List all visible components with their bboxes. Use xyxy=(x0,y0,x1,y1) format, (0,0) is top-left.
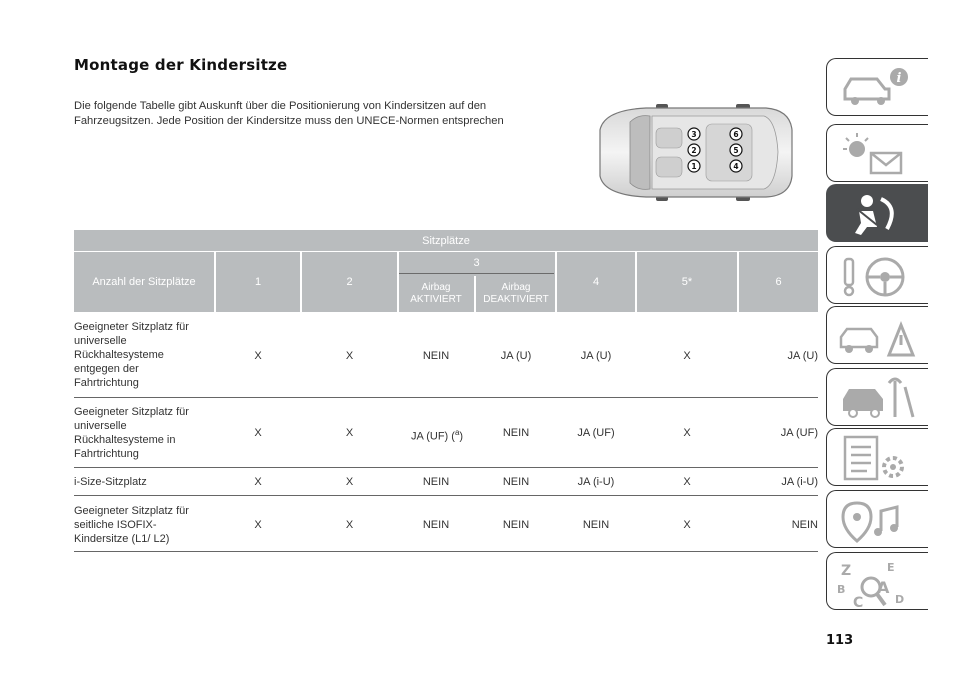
table-row xyxy=(74,468,818,496)
col-header-4: 4 xyxy=(592,276,600,288)
cell: X xyxy=(345,350,354,362)
cell: JA (i-U) xyxy=(577,476,615,488)
cell: JA (UF) xyxy=(780,427,818,439)
footnote-marker: a xyxy=(454,428,460,437)
row-label: Geeigneter Sitzplatz für universelle Rückhaltesysteme entgegen der Fahrtrichtung xyxy=(74,321,189,389)
col-header-5: 5* xyxy=(681,276,693,288)
cell: JA (i-U) xyxy=(781,476,818,488)
cell: X xyxy=(345,519,354,531)
cell: JA (U) xyxy=(787,350,818,362)
svg-text:i: i xyxy=(896,71,902,86)
cell: NEIN xyxy=(502,427,530,439)
side-tab-multimedia[interactable] xyxy=(826,490,928,548)
svg-text:E: E xyxy=(887,561,895,574)
side-tab-service[interactable] xyxy=(826,368,928,426)
row-label: i-Size-Sitzplatz xyxy=(74,476,147,488)
cell: X xyxy=(254,427,262,439)
cell: JA (UF) xyxy=(577,427,615,439)
side-tab-car-info[interactable] xyxy=(826,58,928,116)
col-header-1: 1 xyxy=(254,276,262,288)
cell-with-footnote: JA (UF) ($^a$) xyxy=(410,428,464,443)
col3-airbag-off: Airbag DEAKTIVIERT xyxy=(483,282,549,305)
seat-label-4: 4 xyxy=(733,162,739,171)
seat-label-1: 1 xyxy=(691,162,697,171)
cell: NEIN xyxy=(791,519,818,531)
svg-text:A: A xyxy=(877,578,890,597)
cell: X xyxy=(683,519,691,531)
col-header-3: 3 xyxy=(399,252,554,274)
group-header: Sitzplätze xyxy=(74,230,818,252)
svg-text:B: B xyxy=(837,583,846,596)
intro-text: Die folgende Tabelle gibt Auskunft über die Positionierung von Kindersitzen auf den Fahrzeugsitzen. Jede Position der Kindersitze muss den UNECE-Normen entsprechen xyxy=(74,100,504,127)
cell: X xyxy=(683,350,691,362)
side-tab-airbag-safety[interactable] xyxy=(826,184,928,242)
seat-label-6: 6 xyxy=(733,130,739,139)
row-label: Geeigneter Sitzplatz für seitliche ISOFIX-Kindersitze (L1/ L2) xyxy=(74,505,189,545)
technical-data-icon xyxy=(837,433,917,483)
seat-label-2: 2 xyxy=(691,146,697,155)
cell: X xyxy=(254,476,262,488)
cell: X xyxy=(345,427,354,439)
side-tab-breakdown[interactable] xyxy=(826,306,928,364)
cell: NEIN xyxy=(582,519,610,531)
svg-text:C: C xyxy=(853,595,864,611)
side-tab-index[interactable] xyxy=(826,552,928,610)
cell: X xyxy=(683,476,691,488)
breakdown-icon xyxy=(837,311,917,361)
multimedia-icon xyxy=(837,495,917,545)
svg-text:D: D xyxy=(895,593,905,606)
car-service-icon xyxy=(837,373,917,423)
side-tab-starting-driving[interactable] xyxy=(826,246,928,304)
row-label: Geeigneter Sitzplatz für universelle Rückhaltesysteme in Fahrtrichtung xyxy=(74,406,189,460)
page-number: 113 xyxy=(826,633,854,648)
col3-airbag-on: Airbag AKTIVIERT xyxy=(410,282,462,305)
table-row xyxy=(74,312,818,398)
table-header xyxy=(74,230,818,312)
cell: X xyxy=(683,427,691,439)
table-row xyxy=(74,496,818,552)
col-header-2: 2 xyxy=(346,276,353,288)
seat-label-3: 3 xyxy=(691,130,697,139)
steering-key-icon xyxy=(837,251,917,301)
side-tab-warning-lights[interactable] xyxy=(826,124,928,182)
row-header: Anzahl der Sitzplätze xyxy=(92,276,196,288)
cell: NEIN xyxy=(422,519,450,531)
cell: X xyxy=(254,519,262,531)
cell: X xyxy=(254,350,262,362)
cell: JA (U) xyxy=(580,350,612,362)
col-header-6: 6 xyxy=(775,276,782,288)
cell: NEIN xyxy=(502,519,530,531)
seat-label-5: 5 xyxy=(733,146,739,155)
cell: NEIN xyxy=(502,476,530,488)
page-title: Montage der Kindersitze xyxy=(74,56,288,74)
child-seat-table xyxy=(74,230,818,552)
side-tab-technical-data[interactable] xyxy=(826,428,928,486)
index-icon xyxy=(837,557,917,611)
warning-lights-icon xyxy=(837,129,917,179)
table-row xyxy=(74,398,818,468)
cell: X xyxy=(345,476,354,488)
cell: NEIN xyxy=(422,476,450,488)
car-info-icon xyxy=(837,63,917,113)
cell: NEIN xyxy=(422,350,450,362)
svg-text:Z: Z xyxy=(841,563,852,579)
car-top-view xyxy=(586,100,796,205)
airbag-safety-icon xyxy=(837,189,917,239)
cell: JA (U) xyxy=(500,350,532,362)
